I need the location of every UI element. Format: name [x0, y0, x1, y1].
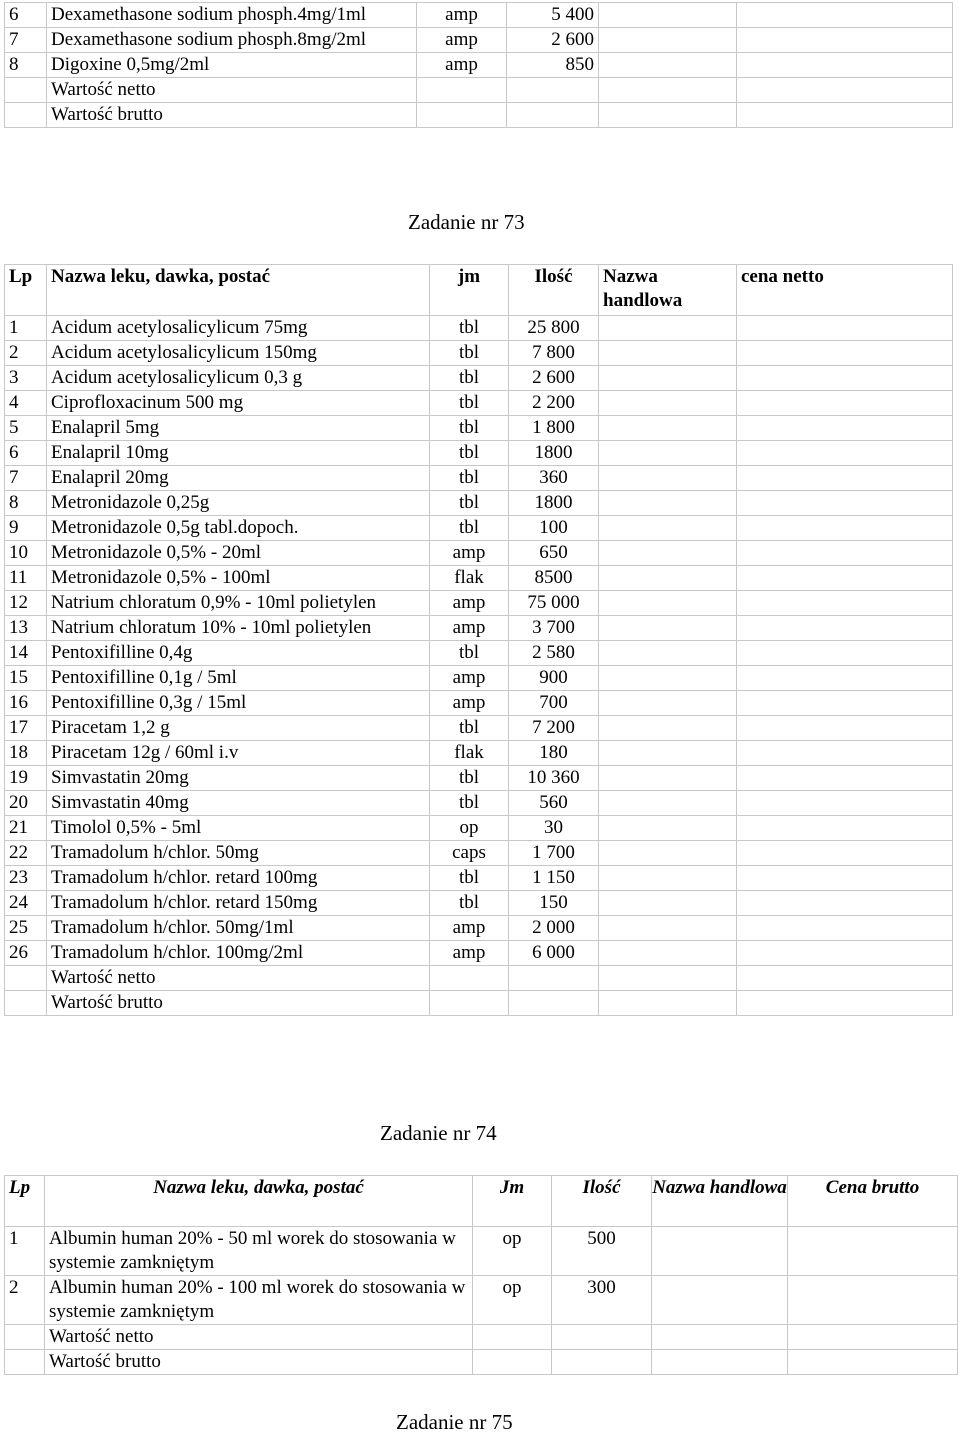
- row-unit: tbl: [430, 441, 509, 466]
- row-lp: 2: [5, 1276, 45, 1325]
- row-lp: 24: [5, 891, 47, 916]
- row-price: [737, 741, 953, 766]
- row-lp: 10: [5, 541, 47, 566]
- table-top: [4, 2, 953, 128]
- table-row: [5, 516, 953, 541]
- row-quantity: 150: [509, 891, 599, 916]
- row-name: Dexamethasone sodium phosph.4mg/1ml: [47, 3, 417, 28]
- table-row: [5, 916, 953, 941]
- row-price: [737, 566, 953, 591]
- row-lp: 16: [5, 691, 47, 716]
- table-row: [5, 766, 953, 791]
- row-unit: [473, 1325, 552, 1350]
- row-name: Metronidazole 0,25g: [47, 491, 430, 516]
- row-price: [737, 716, 953, 741]
- table-row: [5, 941, 953, 966]
- row-lp: 21: [5, 816, 47, 841]
- row-price: [737, 416, 953, 441]
- row-lp: [5, 78, 47, 103]
- row-lp: 22: [5, 841, 47, 866]
- row-trade-name: [599, 916, 737, 941]
- row-price: [788, 1227, 958, 1276]
- row-lp: [5, 103, 47, 128]
- row-price: [737, 391, 953, 416]
- row-lp: 18: [5, 741, 47, 766]
- row-quantity: 2 600: [507, 28, 599, 53]
- table-header: [5, 265, 953, 316]
- row-unit: [473, 1350, 552, 1375]
- summary-row-netto: [5, 1325, 958, 1350]
- table-row: [5, 53, 953, 78]
- row-quantity: 2 200: [509, 391, 599, 416]
- header-qty: Ilość: [552, 1176, 652, 1227]
- row-lp: 5: [5, 416, 47, 441]
- header-trade: Nazwa handlowa: [599, 265, 737, 316]
- row-price: [737, 816, 953, 841]
- row-quantity: 850: [507, 53, 599, 78]
- row-lp: [5, 1350, 45, 1375]
- row-quantity: 500: [552, 1227, 652, 1276]
- row-quantity: 1800: [509, 441, 599, 466]
- row-price: [737, 766, 953, 791]
- row-trade-name: [599, 341, 737, 366]
- row-unit: [417, 103, 507, 128]
- row-name: Enalapril 10mg: [47, 441, 430, 466]
- row-unit: tbl: [430, 766, 509, 791]
- row-trade-name: [599, 53, 737, 78]
- table-row: [5, 616, 953, 641]
- row-quantity: [507, 78, 599, 103]
- table-row: [5, 691, 953, 716]
- row-name: Metronidazole 0,5% - 100ml: [47, 566, 430, 591]
- table-row: [5, 791, 953, 816]
- row-trade-name: [599, 816, 737, 841]
- row-trade-name: [599, 441, 737, 466]
- table-row: [5, 816, 953, 841]
- row-unit: op: [473, 1276, 552, 1325]
- row-price: [737, 691, 953, 716]
- row-unit: caps: [430, 841, 509, 866]
- row-quantity: 2 600: [509, 366, 599, 391]
- row-price: [737, 941, 953, 966]
- row-name: Tramadolum h/chlor. retard 150mg: [47, 891, 430, 916]
- row-price: [737, 3, 953, 28]
- table-row: [5, 366, 953, 391]
- row-name: Digoxine 0,5mg/2ml: [47, 53, 417, 78]
- row-price: [737, 466, 953, 491]
- row-unit: tbl: [430, 716, 509, 741]
- row-trade-name: [599, 716, 737, 741]
- row-trade-name: [599, 28, 737, 53]
- row-unit: tbl: [430, 341, 509, 366]
- table-row: [5, 566, 953, 591]
- row-trade-name: [599, 666, 737, 691]
- row-lp: 7: [5, 466, 47, 491]
- table-row: [5, 316, 953, 341]
- row-trade-name: [599, 641, 737, 666]
- row-price: [737, 441, 953, 466]
- row-trade-name: [652, 1276, 788, 1325]
- row-price: [737, 366, 953, 391]
- row-name: Natrium chloratum 0,9% - 10ml polietylen: [47, 591, 430, 616]
- row-name: Pentoxifilline 0,3g / 15ml: [47, 691, 430, 716]
- row-lp: 19: [5, 766, 47, 791]
- row-price: [788, 1350, 958, 1375]
- row-lp: 17: [5, 716, 47, 741]
- row-name: Metronidazole 0,5% - 20ml: [47, 541, 430, 566]
- row-lp: [5, 1325, 45, 1350]
- row-lp: 11: [5, 566, 47, 591]
- row-trade-name: [599, 316, 737, 341]
- row-unit: tbl: [430, 866, 509, 891]
- row-name: Piracetam 12g / 60ml i.v: [47, 741, 430, 766]
- row-trade-name: [599, 366, 737, 391]
- row-price: [737, 916, 953, 941]
- summary-label-netto: Wartość netto: [45, 1325, 473, 1350]
- row-price: [737, 541, 953, 566]
- row-unit: amp: [430, 666, 509, 691]
- row-lp: 15: [5, 666, 47, 691]
- row-price: [737, 966, 953, 991]
- row-unit: tbl: [430, 366, 509, 391]
- table-row: [5, 341, 953, 366]
- table-row: [5, 1276, 958, 1325]
- table-row: [5, 591, 953, 616]
- table-row: [5, 28, 953, 53]
- row-trade-name: [599, 866, 737, 891]
- row-unit: amp: [417, 53, 507, 78]
- row-name: Tramadolum h/chlor. 50mg: [47, 841, 430, 866]
- row-lp: [5, 966, 47, 991]
- row-quantity: 1 150: [509, 866, 599, 891]
- row-name: Albumin human 20% - 50 ml worek do stosowania w systemie zamkniętym: [45, 1227, 473, 1276]
- row-trade-name: [599, 516, 737, 541]
- row-name: Pentoxifilline 0,1g / 5ml: [47, 666, 430, 691]
- row-price: [737, 891, 953, 916]
- row-lp: 12: [5, 591, 47, 616]
- row-unit: flak: [430, 741, 509, 766]
- row-name: Enalapril 5mg: [47, 416, 430, 441]
- row-unit: tbl: [430, 491, 509, 516]
- row-unit: amp: [417, 28, 507, 53]
- row-quantity: 700: [509, 691, 599, 716]
- row-lp: 14: [5, 641, 47, 666]
- row-price: [737, 28, 953, 53]
- row-name: Acidum acetylosalicylicum 150mg: [47, 341, 430, 366]
- header-jm: Jm: [473, 1176, 552, 1227]
- table-row: [5, 541, 953, 566]
- summary-label-netto: Wartość netto: [47, 966, 430, 991]
- row-lp: 23: [5, 866, 47, 891]
- row-name: Timolol 0,5% - 5ml: [47, 816, 430, 841]
- row-trade-name: [599, 541, 737, 566]
- row-quantity: 7 200: [509, 716, 599, 741]
- table-row: [5, 641, 953, 666]
- row-name: Enalapril 20mg: [47, 466, 430, 491]
- row-quantity: [552, 1325, 652, 1350]
- row-trade-name: [599, 691, 737, 716]
- table-row: [5, 866, 953, 891]
- task74-title: Zadanie nr 74: [380, 1121, 497, 1145]
- row-quantity: 180: [509, 741, 599, 766]
- row-trade-name: [599, 766, 737, 791]
- row-unit: op: [430, 816, 509, 841]
- row-lp: 13: [5, 616, 47, 641]
- header-jm: jm: [430, 265, 509, 316]
- row-name: Albumin human 20% - 100 ml worek do stosowania w systemie zamkniętym: [45, 1276, 473, 1325]
- header-qty: Ilość: [509, 265, 599, 316]
- row-name: Acidum acetylosalicylicum 0,3 g: [47, 366, 430, 391]
- header-price: cena netto: [737, 265, 953, 316]
- table-row: [5, 716, 953, 741]
- table-row: [5, 466, 953, 491]
- row-quantity: [507, 103, 599, 128]
- table-task74: [4, 1175, 958, 1375]
- task73-title: Zadanie nr 73: [408, 210, 525, 234]
- row-quantity: 6 000: [509, 941, 599, 966]
- row-name: Pentoxifilline 0,4g: [47, 641, 430, 666]
- row-trade-name: [599, 466, 737, 491]
- row-name: Tramadolum h/chlor. 100mg/2ml: [47, 941, 430, 966]
- row-name: Tramadolum h/chlor. 50mg/1ml: [47, 916, 430, 941]
- row-lp: 26: [5, 941, 47, 966]
- row-name: Metronidazole 0,5g tabl.dopoch.: [47, 516, 430, 541]
- table-header: [5, 1176, 958, 1227]
- row-price: [788, 1325, 958, 1350]
- row-quantity: [552, 1350, 652, 1375]
- row-trade-name: [599, 103, 737, 128]
- row-unit: tbl: [430, 391, 509, 416]
- summary-label-netto: Wartość netto: [47, 78, 417, 103]
- summary-row-brutto: [5, 103, 953, 128]
- row-unit: amp: [417, 3, 507, 28]
- row-price: [737, 491, 953, 516]
- row-unit: tbl: [430, 466, 509, 491]
- row-price: [737, 616, 953, 641]
- row-quantity: 1 800: [509, 416, 599, 441]
- row-trade-name: [599, 791, 737, 816]
- row-unit: tbl: [430, 791, 509, 816]
- row-trade-name: [599, 741, 737, 766]
- row-name: Piracetam 1,2 g: [47, 716, 430, 741]
- row-unit: amp: [430, 916, 509, 941]
- row-lp: 2: [5, 341, 47, 366]
- row-quantity: 75 000: [509, 591, 599, 616]
- header-lp: Lp: [5, 265, 47, 316]
- table-row: [5, 841, 953, 866]
- row-trade-name: [652, 1227, 788, 1276]
- row-trade-name: [599, 78, 737, 103]
- row-quantity: 560: [509, 791, 599, 816]
- row-lp: 25: [5, 916, 47, 941]
- row-trade-name: [599, 941, 737, 966]
- row-unit: tbl: [430, 641, 509, 666]
- summary-row-brutto: [5, 1350, 958, 1375]
- row-price: [737, 866, 953, 891]
- row-trade-name: [652, 1325, 788, 1350]
- table-row: [5, 1227, 958, 1276]
- table-row: [5, 741, 953, 766]
- row-quantity: 7 800: [509, 341, 599, 366]
- row-name: Ciprofloxacinum 500 mg: [47, 391, 430, 416]
- row-price: [788, 1276, 958, 1325]
- row-trade-name: [599, 416, 737, 441]
- row-price: [737, 666, 953, 691]
- row-price: [737, 791, 953, 816]
- row-price: [737, 991, 953, 1016]
- row-unit: tbl: [430, 516, 509, 541]
- row-price: [737, 641, 953, 666]
- row-trade-name: [599, 991, 737, 1016]
- row-lp: 6: [5, 441, 47, 466]
- row-name: Tramadolum h/chlor. retard 100mg: [47, 866, 430, 891]
- row-trade-name: [599, 491, 737, 516]
- row-name: Simvastatin 20mg: [47, 766, 430, 791]
- row-price: [737, 841, 953, 866]
- row-name: Natrium chloratum 10% - 10ml polietylen: [47, 616, 430, 641]
- row-quantity: 300: [552, 1276, 652, 1325]
- summary-row-netto: [5, 78, 953, 103]
- row-quantity: 100: [509, 516, 599, 541]
- summary-label-brutto: Wartość brutto: [45, 1350, 473, 1375]
- row-trade-name: [599, 566, 737, 591]
- table-row: [5, 391, 953, 416]
- summary-label-brutto: Wartość brutto: [47, 991, 430, 1016]
- row-trade-name: [599, 891, 737, 916]
- row-lp: 9: [5, 516, 47, 541]
- row-unit: amp: [430, 541, 509, 566]
- row-quantity: 360: [509, 466, 599, 491]
- row-trade-name: [599, 966, 737, 991]
- row-lp: 3: [5, 366, 47, 391]
- row-lp: [5, 991, 47, 1016]
- row-unit: amp: [430, 691, 509, 716]
- row-price: [737, 78, 953, 103]
- row-quantity: 2 000: [509, 916, 599, 941]
- summary-row-netto: [5, 966, 953, 991]
- header-trade: Nazwa handlowa: [652, 1176, 788, 1227]
- table-row: [5, 666, 953, 691]
- row-price: [737, 103, 953, 128]
- row-quantity: 900: [509, 666, 599, 691]
- row-lp: 1: [5, 1227, 45, 1276]
- row-unit: [430, 966, 509, 991]
- row-price: [737, 341, 953, 366]
- task75-title: Zadanie nr 75: [396, 1410, 513, 1434]
- row-trade-name: [599, 3, 737, 28]
- row-lp: 6: [5, 3, 47, 28]
- row-trade-name: [599, 841, 737, 866]
- row-price: [737, 53, 953, 78]
- row-price: [737, 316, 953, 341]
- row-price: [737, 516, 953, 541]
- row-trade-name: [599, 616, 737, 641]
- row-unit: op: [473, 1227, 552, 1276]
- row-lp: 1: [5, 316, 47, 341]
- row-unit: amp: [430, 591, 509, 616]
- row-quantity: 8500: [509, 566, 599, 591]
- row-trade-name: [599, 591, 737, 616]
- table-row: [5, 491, 953, 516]
- row-unit: tbl: [430, 891, 509, 916]
- row-quantity: 10 360: [509, 766, 599, 791]
- row-quantity: 650: [509, 541, 599, 566]
- row-lp: 8: [5, 53, 47, 78]
- header-price: Cena brutto: [788, 1176, 958, 1227]
- row-unit: amp: [430, 941, 509, 966]
- table-row: [5, 891, 953, 916]
- summary-label-brutto: Wartość brutto: [47, 103, 417, 128]
- row-name: Dexamethasone sodium phosph.8mg/2ml: [47, 28, 417, 53]
- row-name: Simvastatin 40mg: [47, 791, 430, 816]
- header-lp: Lp: [5, 1176, 45, 1227]
- row-quantity: 2 580: [509, 641, 599, 666]
- header-name: Nazwa leku, dawka, postać: [45, 1176, 473, 1227]
- row-name: Acidum acetylosalicylicum 75mg: [47, 316, 430, 341]
- row-quantity: 30: [509, 816, 599, 841]
- summary-row-brutto: [5, 991, 953, 1016]
- table-task73: [4, 264, 953, 1016]
- table-row: [5, 3, 953, 28]
- row-lp: 7: [5, 28, 47, 53]
- row-unit: flak: [430, 566, 509, 591]
- row-quantity: 3 700: [509, 616, 599, 641]
- row-trade-name: [652, 1350, 788, 1375]
- row-unit: amp: [430, 616, 509, 641]
- table-row: [5, 416, 953, 441]
- row-lp: 4: [5, 391, 47, 416]
- row-unit: [430, 991, 509, 1016]
- row-price: [737, 591, 953, 616]
- header-name: Nazwa leku, dawka, postać: [47, 265, 430, 316]
- row-unit: tbl: [430, 416, 509, 441]
- row-quantity: [509, 966, 599, 991]
- row-quantity: 25 800: [509, 316, 599, 341]
- row-quantity: 1800: [509, 491, 599, 516]
- row-quantity: 5 400: [507, 3, 599, 28]
- row-quantity: [509, 991, 599, 1016]
- row-trade-name: [599, 391, 737, 416]
- table-row: [5, 441, 953, 466]
- row-lp: 20: [5, 791, 47, 816]
- row-unit: [417, 78, 507, 103]
- row-unit: tbl: [430, 316, 509, 341]
- row-lp: 8: [5, 491, 47, 516]
- row-quantity: 1 700: [509, 841, 599, 866]
